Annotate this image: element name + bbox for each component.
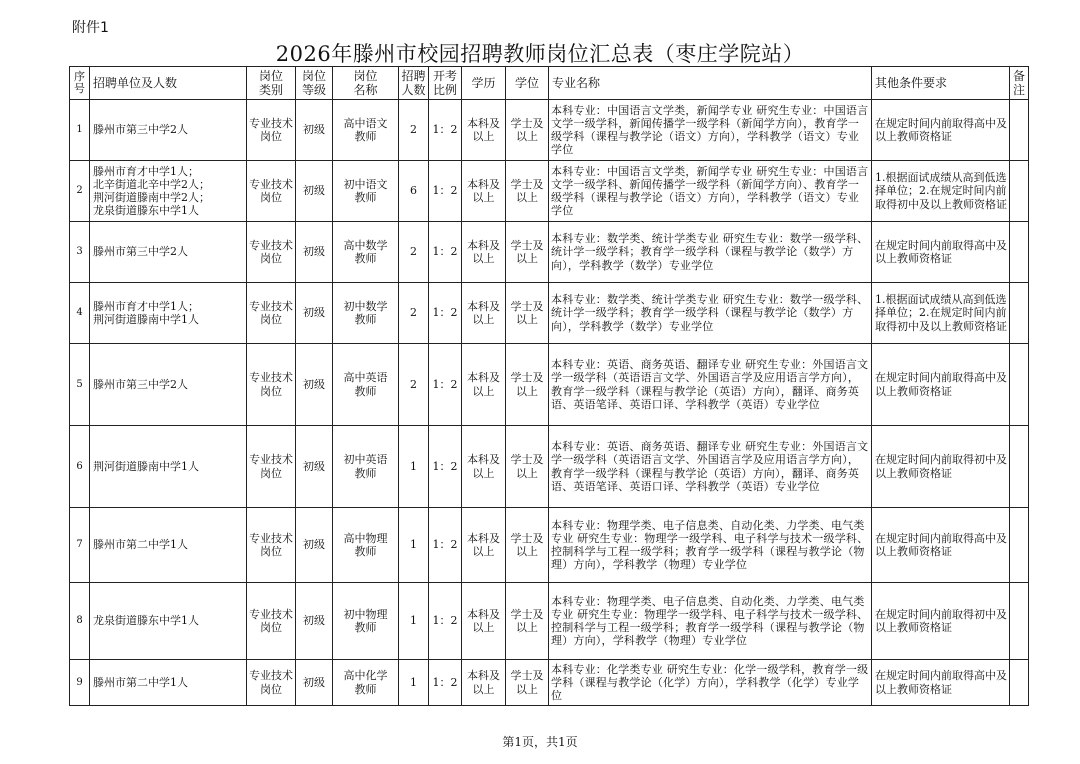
row-unit bbox=[90, 222, 247, 283]
header-edu: 学历 bbox=[462, 67, 506, 100]
row-other: 在规定时间内前取得高中及以上教师资格证 bbox=[872, 100, 1010, 161]
row-ratio: 1：2 bbox=[429, 426, 462, 508]
row-type: 专业技术岗位 bbox=[247, 508, 296, 583]
row-ratio: 1：2 bbox=[429, 344, 462, 426]
row-name: 高中数学教师 bbox=[333, 222, 399, 283]
row-degree: 学士及以上 bbox=[506, 283, 549, 344]
header-degree: 学位 bbox=[506, 67, 549, 100]
unit-line: 荆河街道滕南中学2人； bbox=[93, 191, 210, 204]
row-level: 初级 bbox=[296, 344, 333, 426]
row-note bbox=[1010, 344, 1029, 426]
page-footer: 第1页，共1页 bbox=[502, 735, 578, 749]
row-name: 初中语文教师 bbox=[333, 161, 399, 222]
row-type: 专业技术岗位 bbox=[247, 161, 296, 222]
row-count: 2 bbox=[399, 222, 429, 283]
row-ratio: 1：2 bbox=[429, 283, 462, 344]
unit-line: 荆河街道滕南中学1人 bbox=[93, 459, 199, 473]
row-type: 专业技术岗位 bbox=[247, 660, 296, 706]
row-degree: 学士及以上 bbox=[506, 161, 549, 222]
row-other: 在规定时间内前取得初中及以上教师资格证 bbox=[872, 426, 1010, 508]
row-count: 1 bbox=[399, 426, 429, 508]
row-level: 初级 bbox=[296, 100, 333, 161]
unit-line: 滕州市第二中学1人 bbox=[93, 675, 188, 689]
row-note bbox=[1010, 583, 1029, 660]
row-unit bbox=[90, 283, 247, 344]
row-other: 在规定时间内前取得初中及以上教师资格证 bbox=[872, 583, 1010, 660]
row-level: 初级 bbox=[296, 426, 333, 508]
row-level: 初级 bbox=[296, 283, 333, 344]
header-other: 其他条件要求 bbox=[872, 67, 1010, 100]
unit-line: 滕州市育才中学1人； bbox=[93, 299, 199, 313]
header-seq: 序号 bbox=[70, 67, 90, 100]
row-type: 专业技术岗位 bbox=[247, 222, 296, 283]
row-level: 初级 bbox=[296, 161, 333, 222]
row-edu: 本科及以上 bbox=[462, 660, 506, 706]
row-count: 1 bbox=[399, 508, 429, 583]
row-seq: 7 bbox=[70, 508, 90, 583]
row-name: 初中英语教师 bbox=[333, 426, 399, 508]
row-type: 专业技术岗位 bbox=[247, 283, 296, 344]
row-degree: 学士及以上 bbox=[506, 660, 549, 706]
row-other: 1.根据面试成绩从高到低选择单位；2.在规定时间内前取得初中及以上教师资格证 bbox=[872, 161, 1010, 222]
header-note: 备注 bbox=[1010, 67, 1029, 100]
unit-line: 滕州市第三中学2人 bbox=[93, 377, 188, 391]
row-other: 1.根据面试成绩从高到低选择单位；2.在规定时间内前取得初中及以上教师资格证 bbox=[872, 283, 1010, 344]
row-name: 高中英语教师 bbox=[333, 344, 399, 426]
row-name: 初中数学教师 bbox=[333, 283, 399, 344]
table-row bbox=[70, 161, 1029, 222]
row-seq: 5 bbox=[70, 344, 90, 426]
row-seq: 6 bbox=[70, 426, 90, 508]
row-level: 初级 bbox=[296, 508, 333, 583]
row-degree: 学士及以上 bbox=[506, 583, 549, 660]
unit-line: 滕州市育才中学1人； bbox=[93, 164, 199, 178]
row-degree: 学士及以上 bbox=[506, 222, 549, 283]
row-level: 初级 bbox=[296, 222, 333, 283]
row-unit bbox=[90, 161, 247, 222]
row-seq: 8 bbox=[70, 583, 90, 660]
unit-line: 龙泉街道滕东中学1人 bbox=[93, 614, 199, 628]
row-other: 在规定时间内前取得高中及以上教师资格证 bbox=[872, 222, 1010, 283]
row-seq: 9 bbox=[70, 660, 90, 706]
header-type: 岗位类别 bbox=[247, 67, 296, 100]
row-type: 专业技术岗位 bbox=[247, 100, 296, 161]
header-name: 岗位名称 bbox=[333, 67, 399, 100]
row-ratio: 1：2 bbox=[429, 583, 462, 660]
row-edu: 本科及以上 bbox=[462, 100, 506, 161]
recruitment-table bbox=[69, 66, 1029, 706]
row-level: 初级 bbox=[296, 660, 333, 706]
row-note bbox=[1010, 283, 1029, 344]
row-other: 在规定时间内前取得高中及以上教师资格证 bbox=[872, 508, 1010, 583]
row-edu: 本科及以上 bbox=[462, 583, 506, 660]
table-row bbox=[70, 100, 1029, 161]
header-unit: 招聘单位及人数 bbox=[90, 67, 247, 100]
unit-line: 北辛街道北辛中学2人； bbox=[93, 177, 210, 191]
row-major: 本科专业：英语、商务英语、翻译专业 研究生专业：外国语言文学一级学科（英语语言文学、外国语言学及应用语言学方向），教育学一级学科（课程与教学论（英语）方向），翻译、商务英语、英语笔译、英语口译、学科教学（英语）专业学位 bbox=[549, 426, 872, 508]
row-other: 在规定时间内前取得高中及以上教师资格证 bbox=[872, 344, 1010, 426]
row-seq: 3 bbox=[70, 222, 90, 283]
attachment-label: 附件1 bbox=[72, 20, 109, 36]
table-row bbox=[70, 660, 1029, 706]
unit-line: 滕州市第二中学1人 bbox=[93, 538, 188, 552]
row-major: 本科专业：数学类、统计学类专业 研究生专业：数学一级学科、统计学一级学科；教育学一级学科（课程与教学论（数学）方向），学科教学（数学）专业学位 bbox=[549, 283, 872, 344]
table-row bbox=[70, 583, 1029, 660]
row-note bbox=[1010, 426, 1029, 508]
row-degree: 学士及以上 bbox=[506, 344, 549, 426]
header-ratio: 开考比例 bbox=[429, 67, 462, 100]
row-note bbox=[1010, 508, 1029, 583]
row-degree: 学士及以上 bbox=[506, 100, 549, 161]
row-unit bbox=[90, 583, 247, 660]
row-note bbox=[1010, 161, 1029, 222]
row-unit bbox=[90, 344, 247, 426]
unit-line: 龙泉街道滕东中学1人 bbox=[93, 204, 199, 218]
row-major: 本科专业：英语、商务英语、翻译专业 研究生专业：外国语言文学一级学科（英语语言文学、外国语言学及应用语言学方向），教育学一级学科（课程与教学论（英语）方向），翻译、商务英语、英语笔译、英语口译、学科教学（英语）专业学位 bbox=[549, 344, 872, 426]
row-name: 初中物理教师 bbox=[333, 583, 399, 660]
page-title: 2026年滕州市校园招聘教师岗位汇总表（枣庄学院站） bbox=[275, 42, 805, 66]
row-major: 本科专业：物理学类、电子信息类、自动化类、力学类、电气类专业 研究生专业：物理学一级学科、电子科学与技术一级学科、控制科学与工程一级学科；教育学一级学科（课程与教学论（物理）方向），学科教学（物理）专业学位 bbox=[549, 508, 872, 583]
table-row bbox=[70, 344, 1029, 426]
row-name: 高中语文教师 bbox=[333, 100, 399, 161]
row-seq: 4 bbox=[70, 283, 90, 344]
table-row bbox=[70, 426, 1029, 508]
row-count: 1 bbox=[399, 660, 429, 706]
row-type: 专业技术岗位 bbox=[247, 344, 296, 426]
header-level: 岗位等级 bbox=[296, 67, 333, 100]
row-unit bbox=[90, 508, 247, 583]
unit-line: 滕州市第三中学2人 bbox=[93, 245, 188, 259]
row-unit bbox=[90, 660, 247, 706]
row-degree: 学士及以上 bbox=[506, 508, 549, 583]
row-edu: 本科及以上 bbox=[462, 283, 506, 344]
row-major: 本科专业：中国语言文学类，新闻学专业 研究生专业：中国语言文学一级学科、新闻传播学一级学科（新闻学方向）、教育学一级学科（课程与教学论（语文）方向），学科教学（语文）专业学位 bbox=[549, 161, 872, 222]
row-count: 2 bbox=[399, 283, 429, 344]
row-note bbox=[1010, 660, 1029, 706]
row-count: 6 bbox=[399, 161, 429, 222]
table-row bbox=[70, 222, 1029, 283]
row-ratio: 1：2 bbox=[429, 222, 462, 283]
row-ratio: 1：2 bbox=[429, 161, 462, 222]
row-name: 高中物理教师 bbox=[333, 508, 399, 583]
row-edu: 本科及以上 bbox=[462, 426, 506, 508]
row-edu: 本科及以上 bbox=[462, 222, 506, 283]
table-body bbox=[70, 100, 1029, 706]
row-degree: 学士及以上 bbox=[506, 426, 549, 508]
header-count: 招聘人数 bbox=[399, 67, 429, 100]
row-count: 2 bbox=[399, 100, 429, 161]
table-header bbox=[70, 67, 1029, 100]
table-row bbox=[70, 508, 1029, 583]
row-type: 专业技术岗位 bbox=[247, 426, 296, 508]
row-type: 专业技术岗位 bbox=[247, 583, 296, 660]
row-count: 2 bbox=[399, 344, 429, 426]
unit-line: 荆河街道滕南中学1人 bbox=[93, 313, 199, 326]
row-edu: 本科及以上 bbox=[462, 161, 506, 222]
row-ratio: 1：2 bbox=[429, 100, 462, 161]
row-unit bbox=[90, 426, 247, 508]
table-row bbox=[70, 283, 1029, 344]
row-major: 本科专业：中国语言文学类，新闻学专业 研究生专业：中国语言文学一级学科，新闻传播学一级学科（新闻学方向），教育学一级学科（课程与教学论（语文）方向），学科教学（语文）专业学位 bbox=[549, 100, 872, 161]
row-note bbox=[1010, 100, 1029, 161]
row-note bbox=[1010, 222, 1029, 283]
row-ratio: 1：2 bbox=[429, 660, 462, 706]
row-major: 本科专业：物理学类、电子信息类、自动化类、力学类、电气类专业 研究生专业：物理学一级学科、电子科学与技术一级学科、控制科学与工程一级学科；教育学一级学科（课程与教学论（物理）方向），学科教学（物理）专业学位 bbox=[549, 583, 872, 660]
row-count: 1 bbox=[399, 583, 429, 660]
header-major: 专业名称 bbox=[549, 67, 872, 100]
row-edu: 本科及以上 bbox=[462, 508, 506, 583]
row-unit bbox=[90, 100, 247, 161]
row-name: 高中化学教师 bbox=[333, 660, 399, 706]
row-major: 本科专业：化学类专业 研究生专业：化学一级学科，教育学一级学科（课程与教学论（化学）方向），学科教学（化学）专业学位 bbox=[549, 660, 872, 706]
row-level: 初级 bbox=[296, 583, 333, 660]
row-other: 在规定时间内前取得高中及以上教师资格证 bbox=[872, 660, 1010, 706]
row-seq: 2 bbox=[70, 161, 90, 222]
row-major: 本科专业：数学类、统计学类专业 研究生专业：数学一级学科、统计学一级学科；教育学一级学科（课程与教学论（数学）方向），学科教学（数学）专业学位 bbox=[549, 222, 872, 283]
row-seq: 1 bbox=[70, 100, 90, 161]
unit-line: 滕州市第三中学2人 bbox=[93, 123, 188, 137]
row-ratio: 1：2 bbox=[429, 508, 462, 583]
row-edu: 本科及以上 bbox=[462, 344, 506, 426]
